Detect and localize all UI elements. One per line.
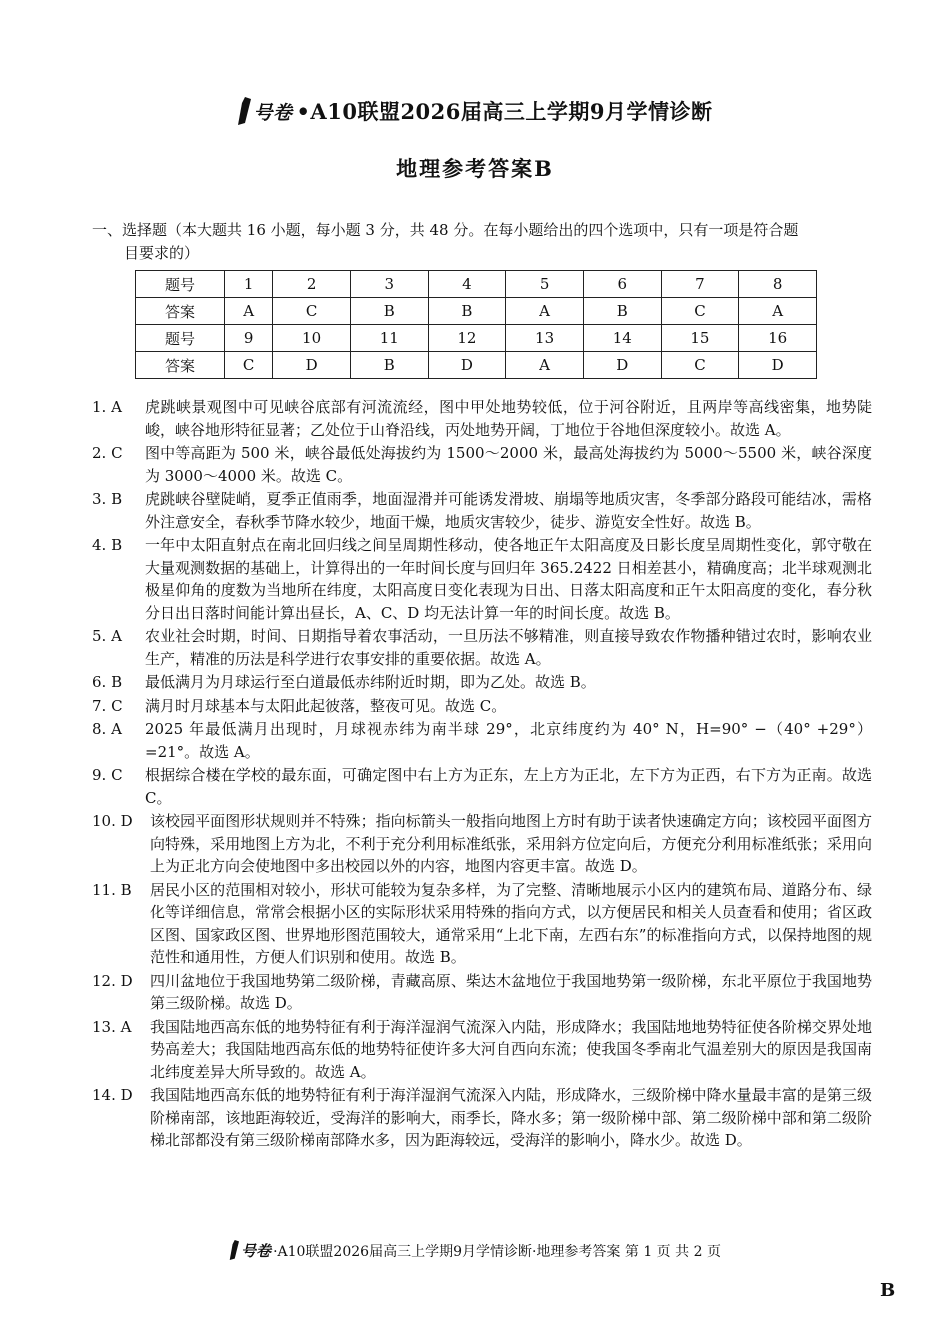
item-text: 该校园平面图形状规则并不特殊；指向标箭头一般指向地图上方时有助于读者快速确定方向；该校园平面图方向特殊，采用地图上方为北，不利于充分利用标准纸张，采用斜方位定向后，方便充分利用标准纸张；采用向上为正北方向会使地图中多出校园以外的内容，地图内容更丰富。故选 D。 <box>150 812 872 875</box>
item-text: 2025 年最低满月出现时，月球视赤纬为南半球 29°，北京纬度约为 40° N，H=90° −（40° +29°）=21°。故选 A。 <box>145 720 872 761</box>
table-cell: A <box>506 352 584 379</box>
list-item <box>92 764 872 809</box>
footer-logo-text: 号卷 <box>241 1242 272 1260</box>
table-cell: 11 <box>350 325 428 352</box>
list-item <box>92 879 872 969</box>
item-number: 7. C <box>92 696 123 715</box>
table-cell: 6 <box>583 271 661 298</box>
table-cell: D <box>583 352 661 379</box>
list-item <box>92 625 872 670</box>
explanation-list <box>92 396 872 1153</box>
section-heading-line2: 目要求的） <box>124 244 200 262</box>
list-item <box>92 671 872 694</box>
item-text: 我国陆地西高东低的地势特征有利于海洋湿润气流深入内陆，形成降水，三级阶梯中降水量最丰富的是第三级阶梯南部，该地距海较近，受海洋的影响大，雨季长，降水多；第一级阶梯中部、第二级阶梯中部和第二级阶梯北部都没有第三级阶梯南部降水多，因为距海较远，受海洋的影响小，降水少。故选 D。 <box>150 1086 872 1149</box>
item-number: 8. A <box>92 720 122 738</box>
table-cell: 9 <box>225 325 273 352</box>
list-item <box>92 970 872 1015</box>
row-label: 题号 <box>136 271 225 298</box>
answer-table <box>135 270 817 379</box>
table-row <box>136 271 817 298</box>
item-text: 满月时月球基本与太阳此起彼落，整夜可见。故选 C。 <box>145 696 507 715</box>
item-number: 5. A <box>92 627 122 645</box>
table-cell: C <box>661 298 739 325</box>
page-footer <box>0 1240 950 1261</box>
version-mark: B <box>880 1280 896 1301</box>
table-cell: 8 <box>739 271 817 298</box>
table-cell: 4 <box>428 271 506 298</box>
document-title <box>0 96 950 126</box>
table-cell: D <box>428 352 506 379</box>
table-cell: 7 <box>661 271 739 298</box>
item-number: 13. A <box>92 1017 132 1036</box>
table-cell: A <box>506 298 584 325</box>
table-cell: D <box>273 352 351 379</box>
table-row <box>136 352 817 379</box>
list-item <box>92 396 872 441</box>
row-label: 答案 <box>136 352 225 379</box>
item-text: 最低满月为月球运行至白道最低赤纬附近时期，即为乙处。故选 B。 <box>145 673 596 691</box>
table-cell: 5 <box>506 271 584 298</box>
item-text: 农业社会时期，时间、日期指导着农事活动，一旦历法不够精准，则直接导致农作物播种错过农时，影响农业生产，精准的历法是科学进行农事安排的重要依据。故选 A。 <box>145 627 872 668</box>
list-item <box>92 810 872 878</box>
list-item <box>92 1016 872 1084</box>
table-cell: D <box>739 352 817 379</box>
brand-logo-text: 号卷 <box>253 102 293 124</box>
table-cell: C <box>225 352 273 379</box>
section-heading-line1: 一、选择题（本大题共 16 小题，每小题 3 分，共 48 分。在每小题给出的四个选项中，只有一项是符合题 <box>92 221 799 239</box>
brand-logo-icon <box>229 1240 239 1260</box>
item-number: 10. D <box>92 812 133 830</box>
item-text: 居民小区的范围相对较小，形状可能较为复杂多样，为了完整、清晰地展示小区内的建筑布局、道路分布、绿化等详细信息，常常会根据小区的实际形状采用特殊的指向方式，以方便居民和相关人员查看和使用；省区政区图、国家政区图、世界地形图范围较大，通常采用“上北下南，左西右东”的标准指向方式，以保持地图的规范性和通用性，方便人们识别和使用。故选 B。 <box>150 880 872 966</box>
item-number: 12. D <box>92 971 133 990</box>
list-item <box>92 534 872 624</box>
item-text: 根据综合楼在学校的最东面，可确定图中右上方为正东，左上方为正北，左下方为正西，右下方为正南。故选 C。 <box>145 766 872 807</box>
list-item <box>92 1084 872 1152</box>
row-label: 题号 <box>136 325 225 352</box>
item-text: 虎跳峡谷壁陡峭，夏季正值雨季，地面湿滑并可能诱发滑坡、崩塌等地质灾害，冬季部分路段可能结冰，需格外注意安全，春秋季节降水较少，地面干燥，地质灾害较少，徒步、游览安全性好。故选 B。 <box>145 490 872 531</box>
item-number: 6. B <box>92 673 123 691</box>
title-text: •A10联盟2026届高三上学期9月学情诊断 <box>296 99 713 124</box>
item-number: 1. A <box>92 398 122 416</box>
footer-text: ·A10联盟2026届高三上学期9月学情诊断·地理参考答案 第 1 页 共 2 页 <box>273 1244 721 1260</box>
list-item <box>92 695 872 718</box>
table-cell: A <box>739 298 817 325</box>
document-subtitle: 地理参考答案B <box>396 156 554 181</box>
table-cell: B <box>350 298 428 325</box>
table-cell: 1 <box>225 271 273 298</box>
item-text: 图中等高距为 500 米，峡谷最低处海拔约为 1500～2000 米，最高处海拔约为 5000～5500 米，峡谷深度为 3000～4000 米。故选 C。 <box>145 444 872 485</box>
list-item <box>92 442 872 487</box>
item-number: 9. C <box>92 766 123 784</box>
table-row <box>136 325 817 352</box>
table-row <box>136 298 817 325</box>
table-cell: 13 <box>506 325 584 352</box>
table-cell: 14 <box>583 325 661 352</box>
list-item <box>92 718 872 763</box>
item-text: 虎跳峡景观图中可见峡谷底部有河流流经，图中甲处地势较低，位于河谷附近，且两岸等高线密集，地势陡峻，峡谷地形特征显著；乙处位于山脊沿线，丙处地势开阔，丁地位于谷地但深度较小。故选 A。 <box>145 398 872 439</box>
table-cell: A <box>225 298 273 325</box>
table-cell: C <box>273 298 351 325</box>
row-label: 答案 <box>136 298 225 325</box>
brand-logo-icon <box>237 97 251 125</box>
list-item <box>92 488 872 533</box>
item-text: 我国陆地西高东低的地势特征有利于海洋湿润气流深入内陆，形成降水；我国陆地地势特征使各阶梯交界处地势高差大；我国陆地西高东低的地势特征使许多大河自西向东流；使我国冬季南北气温差别大的原因是我国南北纬度差异大所导致的。故选 A。 <box>150 1017 872 1081</box>
table-cell: 12 <box>428 325 506 352</box>
table-cell: 16 <box>739 325 817 352</box>
item-number: 14. D <box>92 1086 133 1104</box>
table-cell: B <box>350 352 428 379</box>
table-cell: C <box>661 352 739 379</box>
table-cell: 15 <box>661 325 739 352</box>
table-cell: 10 <box>273 325 351 352</box>
table-cell: B <box>583 298 661 325</box>
item-number: 11. B <box>92 880 132 899</box>
table-cell: 2 <box>273 271 351 298</box>
table-cell: B <box>428 298 506 325</box>
item-number: 3. B <box>92 490 123 508</box>
item-number: 4. B <box>92 536 123 554</box>
item-text: 一年中太阳直射点在南北回归线之间呈周期性移动，使各地正午太阳高度及日影长度呈周期性变化，郭守敬在大量观测数据的基础上，计算得出的一年时间长度与回归年 365.2422 日相差甚小，精确度高；北半球观测北极星仰角的度数为当地所在纬度，太阳高度日变化表现为日出、日落太阳高度和正午太阳高度的变化，春分秋分日出日落时间能计算出昼长，A、C、D 均无法计算一年的时间长度。故选 B。 <box>145 536 872 622</box>
item-number: 2. C <box>92 444 123 462</box>
section-heading <box>92 219 872 265</box>
table-cell: 3 <box>350 271 428 298</box>
item-text: 四川盆地位于我国地势第二级阶梯，青藏高原、柴达木盆地位于我国地势第一级阶梯，东北平原位于我国地势第三级阶梯。故选 D。 <box>150 971 872 1012</box>
